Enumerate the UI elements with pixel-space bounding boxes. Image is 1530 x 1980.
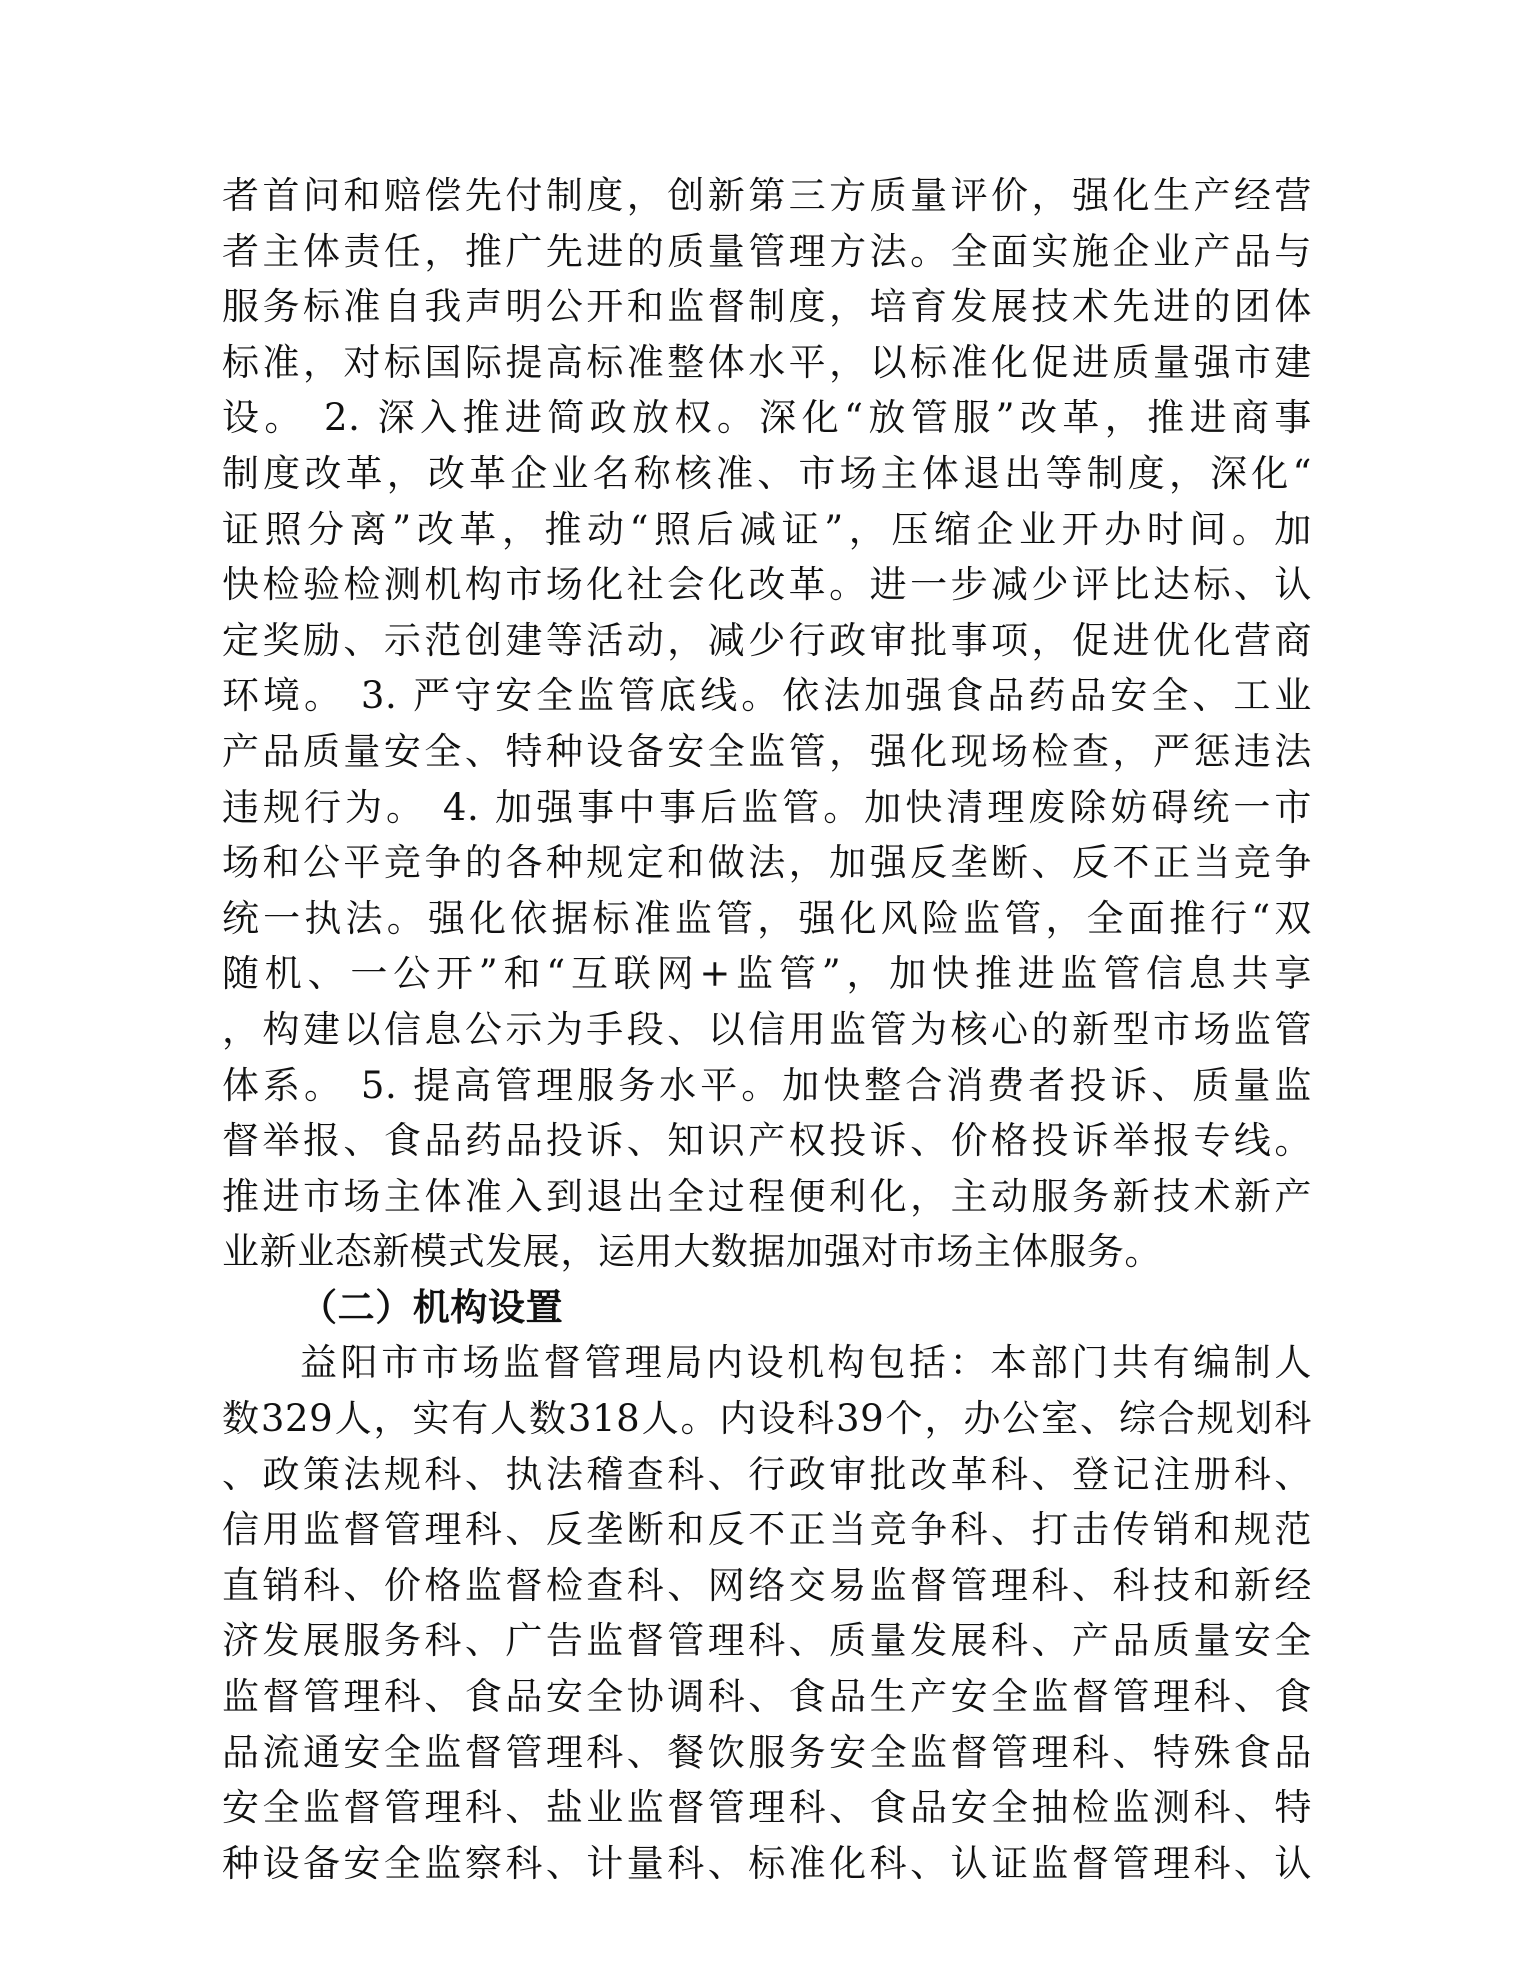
text-line: 者首问和赔偿先付制度，创新第三方质量评价，强化生产经营 <box>222 174 1312 217</box>
text-line: ，构建以信息公示为手段、以信用监管为核心的新型市场监管 <box>222 1007 1312 1051</box>
text-line: 者主体责任，推广先进的质量管理方法。全面实施企业产品与 <box>222 229 1312 273</box>
text-line: 快检验检测机构市场化社会化改革。进一步减少评比达标、认 <box>222 563 1312 607</box>
text-line: 标准，对标国际提高标准整体水平，以标准化促进质量强市建 <box>222 340 1312 384</box>
text-line: 、政策法规科、执法稽查科、行政审批改革科、登记注册科、 <box>222 1452 1312 1496</box>
text-line: 益阳市市场监督管理局内设机构包括：本部门共有编制人 <box>300 1341 1312 1385</box>
section2-paragraph <box>222 1335 1312 1891</box>
text-line: 种设备安全监察科、计量科、标准化科、认证监督管理科、认 <box>222 1841 1312 1885</box>
text-line: 业新业态新模式发展，运用大数据加强对市场主体服务。 <box>222 1230 1162 1274</box>
text-line: 督举报、食品药品投诉、知识产权投诉、价格投诉举报专线。 <box>222 1119 1312 1163</box>
text-line: 品流通安全监督管理科、餐饮服务安全监督管理科、特殊食品 <box>222 1730 1312 1774</box>
text-line: 制度改革，改革企业名称核准、市场主体退出等制度，深化“ <box>222 451 1312 495</box>
text-line: 设。 2. 深入推进简政放权。深化“放管服”改革，推进商事 <box>222 396 1312 440</box>
text-line: 安全监督管理科、盐业监督管理科、食品安全抽检监测科、特 <box>222 1786 1312 1830</box>
text-line: 统一执法。强化依据标准监管，强化风险监管，全面推行“双 <box>222 896 1312 940</box>
text-line: 济发展服务科、广告监督管理科、质量发展科、产品质量安全 <box>222 1619 1312 1663</box>
text-line: 环境。 3. 严守安全监管底线。依法加强食品药品安全、工业 <box>222 674 1312 718</box>
text-line: 产品质量安全、特种设备安全监管，强化现场检查，严惩违法 <box>222 729 1312 773</box>
text-line: 场和公平竞争的各种规定和做法，加强反垄断、反不正当竞争 <box>222 841 1312 885</box>
text-line: 监督管理科、食品安全协调科、食品生产安全监督管理科、食 <box>222 1675 1312 1719</box>
text-line: 信用监督管理科、反垄断和反不正当竞争科、打击传销和规范 <box>222 1508 1312 1552</box>
document-page <box>222 168 1312 1891</box>
text-line: 定奖励、示范创建等活动，减少行政审批事项，促进优化营商 <box>222 618 1312 662</box>
text-line: 推进市场主体准入到退出全过程便利化，主动服务新技术新产 <box>222 1174 1312 1218</box>
text-line: 违规行为。 4. 加强事中事后监管。加快清理废除妨碍统一市 <box>222 785 1312 829</box>
text-line: 体系。 5. 提高管理服务水平。加快整合消费者投诉、质量监 <box>222 1063 1312 1107</box>
section-heading: （二）机构设置 <box>300 1285 564 1329</box>
section1-paragraph <box>222 168 1312 1280</box>
text-line: 证照分离”改革，推动“照后减证”，压缩企业开办时间。加 <box>222 507 1312 551</box>
text-line: 直销科、价格监督检查科、网络交易监督管理科、科技和新经 <box>222 1563 1312 1607</box>
text-line: 随机、一公开”和“互联网+监管”，加快推进监管信息共享 <box>222 952 1312 996</box>
text-line: 服务标准自我声明公开和监督制度，培育发展技术先进的团体 <box>222 285 1312 329</box>
text-line: 数329人，实有人数318人。内设科39个，办公室、综合规划科 <box>222 1397 1312 1441</box>
